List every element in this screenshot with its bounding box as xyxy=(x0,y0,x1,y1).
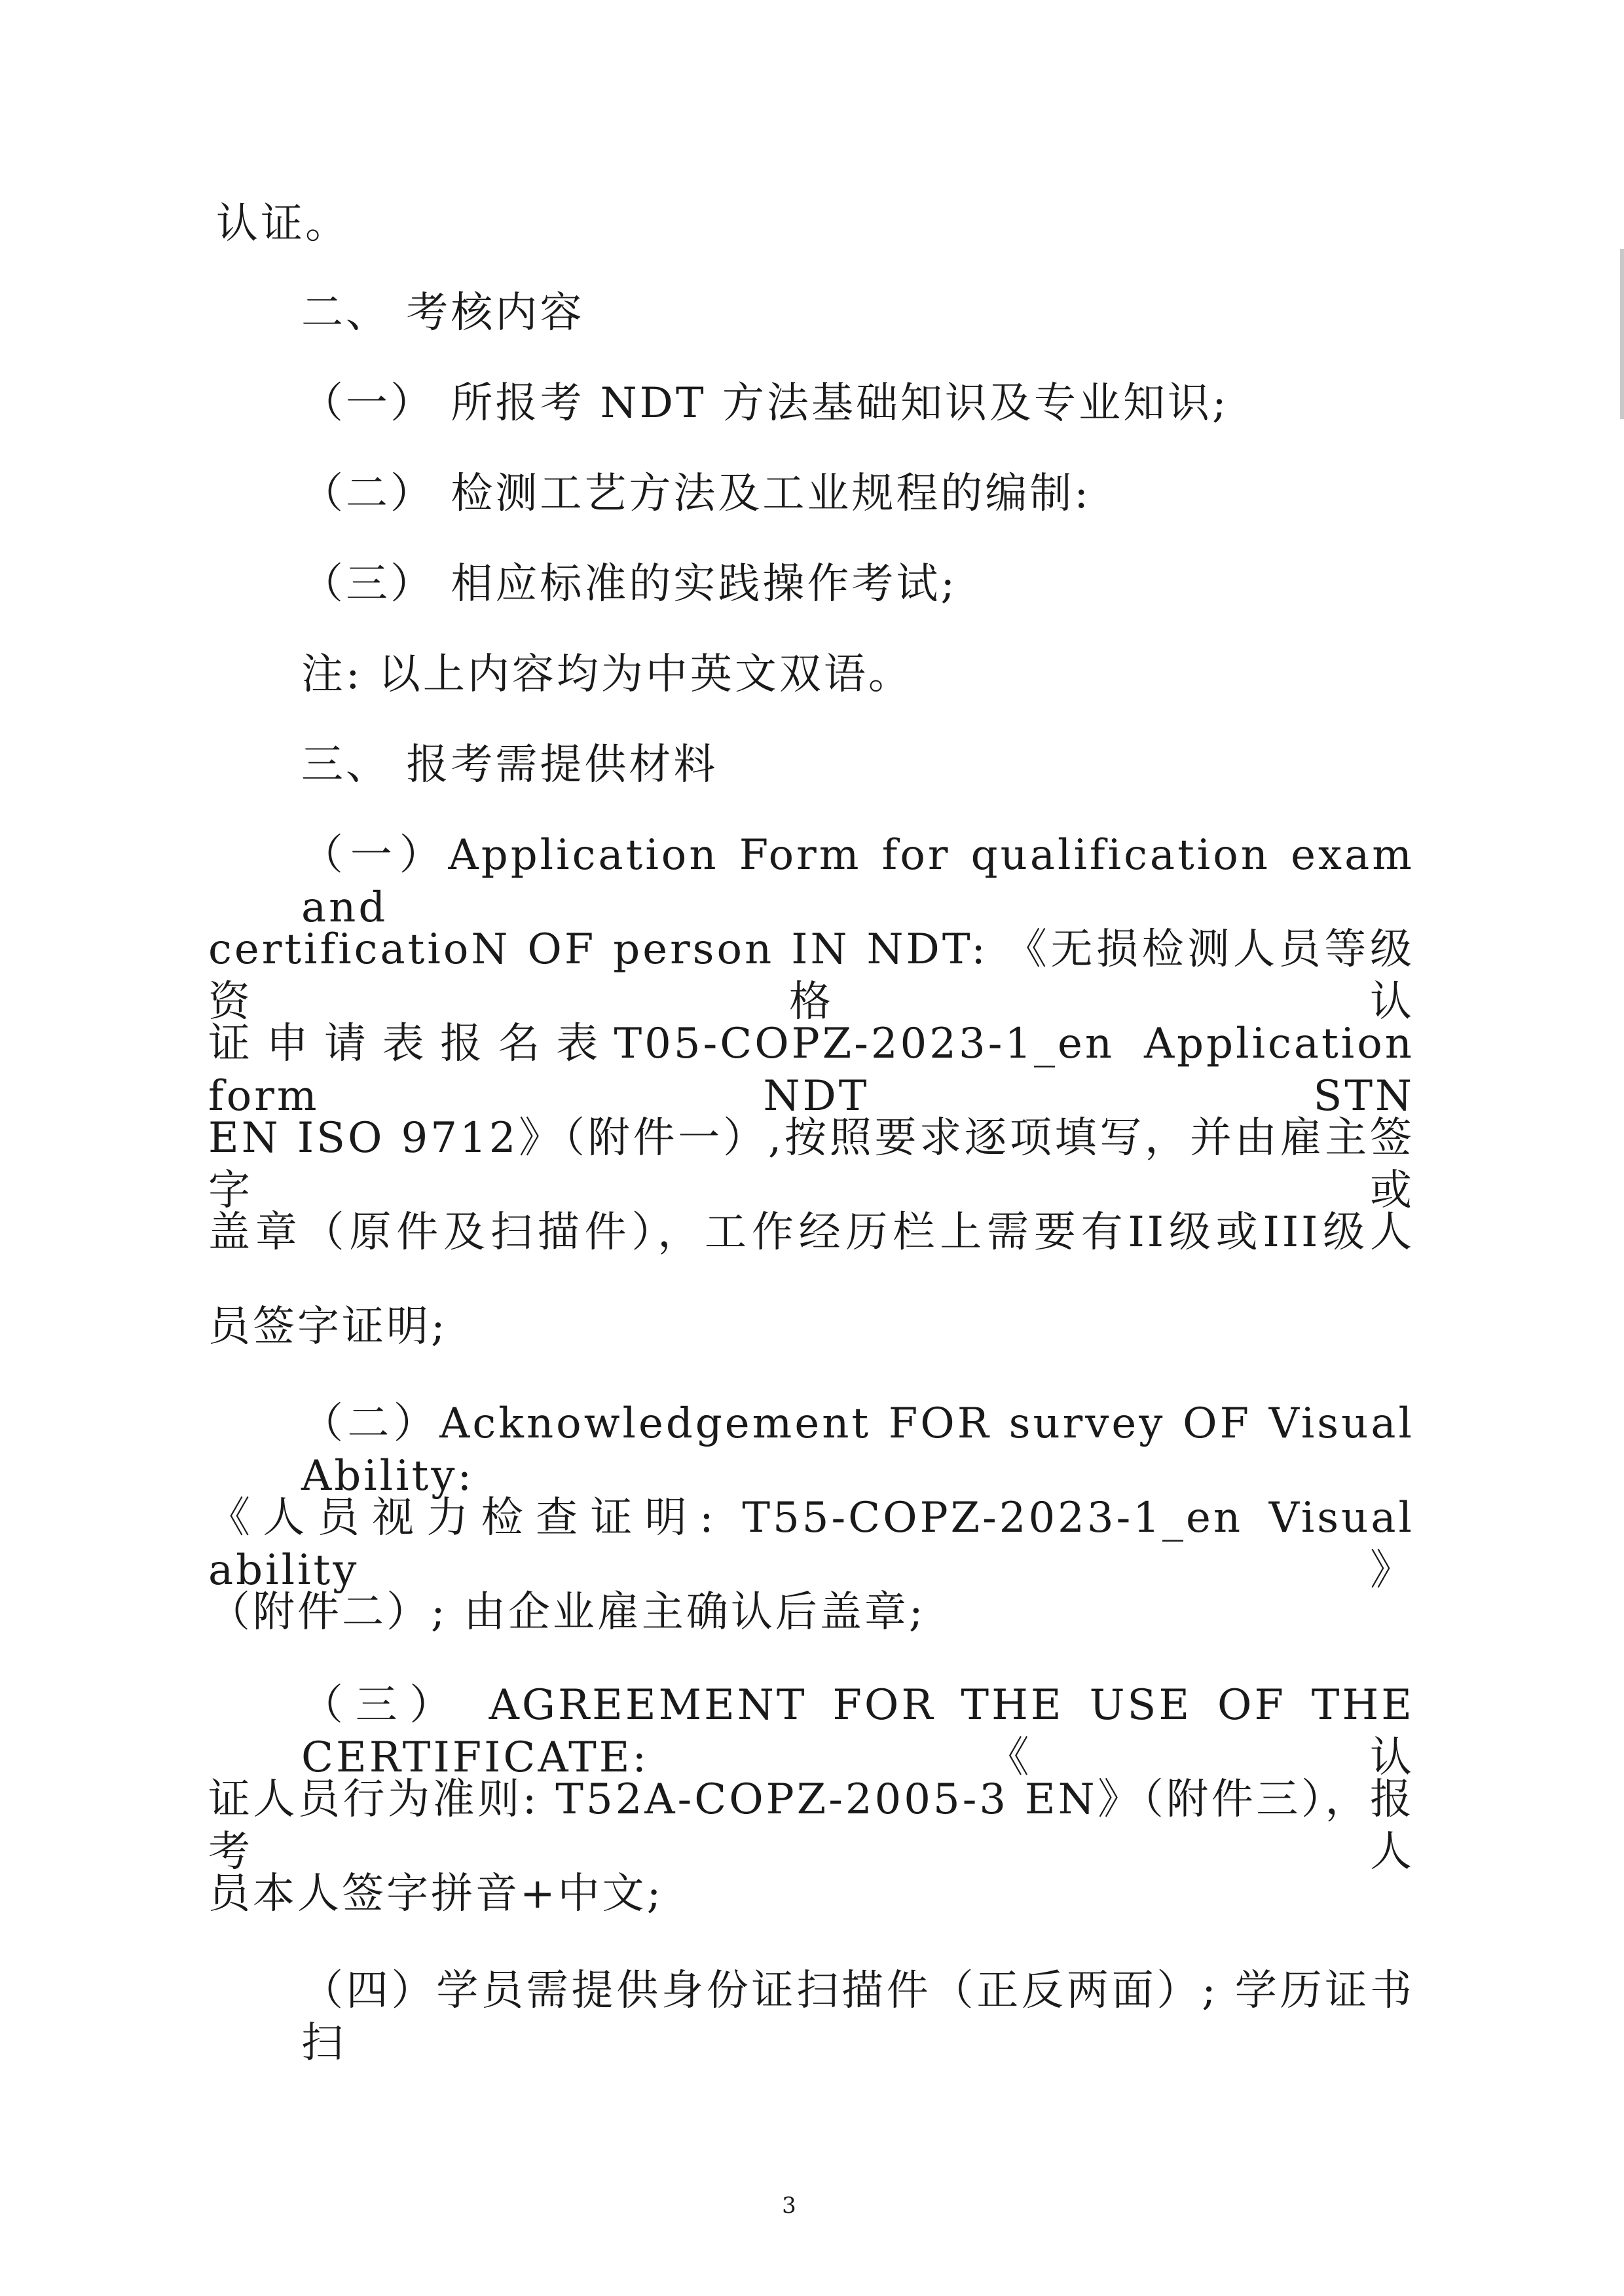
list-item-3-1-line-6: 员签字证明; xyxy=(208,1303,448,1351)
list-item-3-3-line-2: 证人员行为准则: T52A-COPZ-2005-3 EN》（附件三），报考人 xyxy=(208,1775,1414,1876)
list-item-3-1-line-1: （一）Application Form for qualification exam and xyxy=(301,831,1414,932)
list-item-3-3-line-3: 员本人签字拼音+中文; xyxy=(208,1870,664,1918)
list-item-2-1: （一） 所报考 NDT 方法基础知识及专业知识; xyxy=(301,379,1229,428)
list-item-3-1-line-5: 盖章（原件及扫描件），工作经历栏上需要有II级或III级人 xyxy=(208,1208,1414,1257)
scan-edge-mark xyxy=(1620,249,1624,419)
list-item-2-2: （二） 检测工艺方法及工业规程的编制: xyxy=(301,470,1091,518)
list-item-3-3-line-1: （三） AGREEMENT FOR THE USE OF THE CERTIFICATE:《认 xyxy=(301,1681,1414,1782)
list-item-3-1-line-4: EN ISO 9712》（附件一）,按照要求逐项填写，并由雇主签字或 xyxy=(208,1114,1414,1215)
section-heading-2: 二、 考核内容 xyxy=(301,289,585,337)
page-number: 3 xyxy=(782,2193,796,2219)
text-line-continuation: 认证。 xyxy=(216,200,350,248)
list-item-3-2-line-1: （二）Acknowledgement FOR survey OF Visual Ability: xyxy=(301,1399,1414,1500)
list-item-2-3: （三） 相应标准的实践操作考试; xyxy=(301,560,957,608)
section-heading-3: 三、 报考需提供材料 xyxy=(301,741,718,789)
list-item-3-4-line-1: （四）学员需提供身份证扫描件（正反两面）; 学历证书扫 xyxy=(301,1967,1414,2067)
list-item-3-1-line-3: 证申请表报名表T05-COPZ-2023-1_en Application form NDT STN xyxy=(208,1020,1414,1120)
list-item-3-1-line-2: certificatioN OF person IN NDT: 《无损检测人员等级资格认 xyxy=(208,925,1414,1026)
list-item-3-2-line-2: 《人员视力检查证明: T55-COPZ-2023-1_en Visual ability》 xyxy=(208,1494,1414,1595)
note-line: 注: 以上内容均为中英文双语。 xyxy=(301,650,913,699)
list-item-3-2-line-3: （附件二）; 由企业雇主确认后盖章; xyxy=(208,1588,926,1637)
